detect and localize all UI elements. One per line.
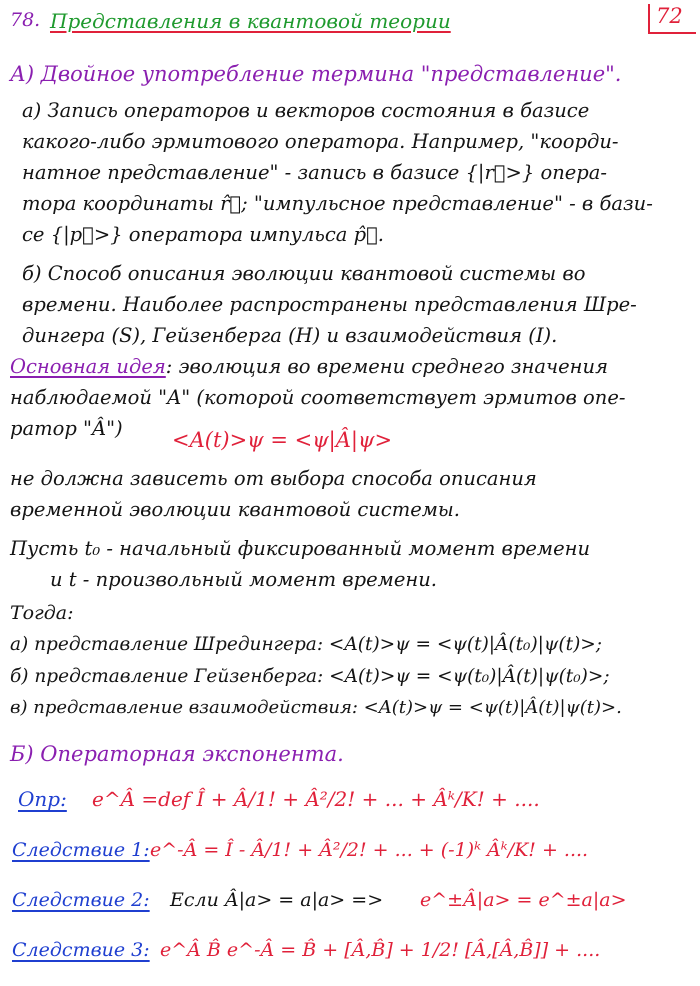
main-idea-label: Основная идея xyxy=(10,355,166,378)
section-b-heading: Б) Операторная экспонента. xyxy=(10,742,344,766)
page-number: 72 xyxy=(656,4,683,28)
section-a-heading: А) Двойное употребление термина "представление". xyxy=(10,62,622,86)
let-line-2: и t - произвольный момент времени. xyxy=(50,568,437,591)
section-number: 78. xyxy=(10,9,41,31)
corollary-2-label: Следствие 2: xyxy=(12,889,150,911)
b-line-1: б) Способ описания эволюции квантовой системы во xyxy=(22,262,586,285)
then-item-interaction: в) представление взаимодействия: <A(t)>ψ = <ψ(t)|Â(t)|ψ(t)>. xyxy=(10,697,622,718)
then-item-schrodinger: а) представление Шредингера: <A(t)>ψ = <ψ(t)|Â(t₀)|ψ(t)>; xyxy=(10,634,603,655)
corollary-1-label: Следствие 1: xyxy=(12,839,150,861)
b-line-3: дингера (S), Гейзенберга (H) и взаимодействия (I). xyxy=(22,324,558,347)
then-label: Тогда: xyxy=(10,602,74,624)
a-line-3: натное представление" - запись в базисе {|r⃗>} опера- xyxy=(22,161,607,184)
a-line-1: а) Запись операторов и векторов состояния в базисе xyxy=(22,99,590,122)
corollary-3-label: Следствие 3: xyxy=(12,939,150,961)
page-title: Представления в квантовой теории xyxy=(50,9,451,33)
idea-line-4: не должна зависеть от выбора способа описания xyxy=(10,467,537,490)
a-line-2: какого-либо эрмитового оператора. Например, "коорди- xyxy=(22,130,619,153)
let-line-1: Пусть t₀ - начальный фиксированный момент времени xyxy=(10,537,591,560)
corollary-2-condition: Если Â|a> = a|a> => xyxy=(170,889,384,911)
expectation-formula: <A(t)>ψ = <ψ|Â|ψ> xyxy=(172,428,393,452)
corollary-2-formula: e^±Â|a> = e^±a|a> xyxy=(420,889,627,911)
definition-formula: e^Â =def Î + Â/1! + Â²/2! + ... + Âᵏ/K! + .... xyxy=(92,787,540,811)
corollary-1-formula: e^-Â = Î - Â/1! + Â²/2! + ... + (-1)ᵏ Âᵏ/K! + .... xyxy=(150,839,589,861)
idea-line-5: временной эволюции квантовой системы. xyxy=(10,498,461,521)
a-line-5: се {|p⃗>} оператора импульса p̂⃗. xyxy=(22,223,385,246)
a-line-4: тора координаты r̂⃗; "импульсное представление" - в бази- xyxy=(22,192,653,215)
idea-line-3: ратор "Â") xyxy=(10,417,123,440)
main-idea-text: : эволюция во времени среднего значения xyxy=(165,355,608,378)
definition-label: Опр: xyxy=(18,787,67,811)
idea-line-1 xyxy=(10,356,608,378)
then-item-heisenberg: б) представление Гейзенберга: <A(t)>ψ = <ψ(t₀)|Â(t)|ψ(t₀)>; xyxy=(10,666,610,687)
b-line-2: времени. Наиболее распространены представления Шре- xyxy=(22,293,637,316)
idea-line-2: наблюдаемой "A" (которой соответствует эрмитов опе- xyxy=(10,386,626,409)
corollary-3-formula: e^Â B̂ e^-Â = B̂ + [Â,B̂] + 1/2! [Â,[Â,B̂]] + .... xyxy=(160,939,601,961)
